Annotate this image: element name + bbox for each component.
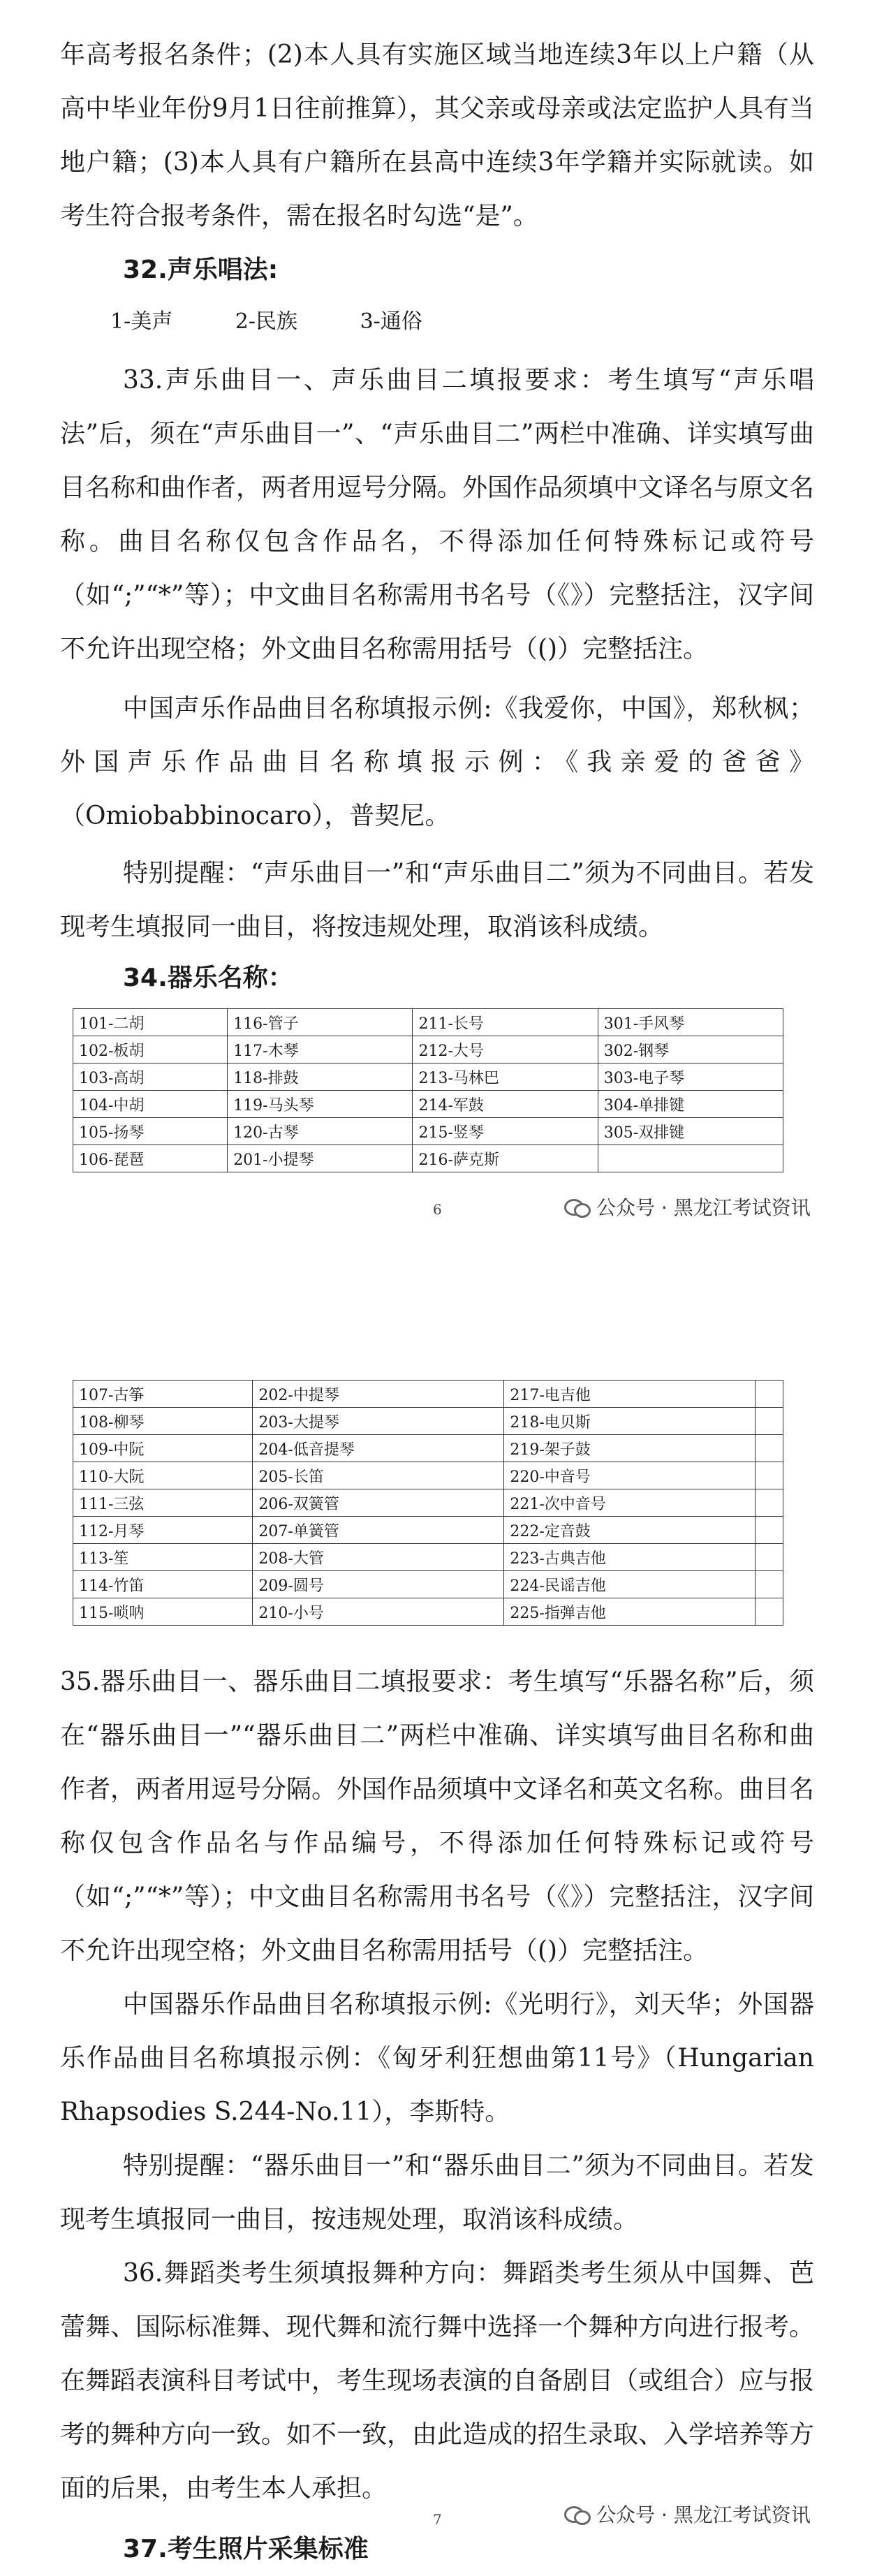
table-row xyxy=(73,1598,783,1626)
watermark-text: 公众号 · 黑龙江考试资讯 xyxy=(596,1196,811,1219)
table-row xyxy=(73,1145,783,1172)
table-row xyxy=(73,1381,783,1408)
paragraph-instrument-example: 中国器乐作品曲目名称填报示例:《光明行》，刘天华；外国器乐作品曲目名称填报示例：《匈牙利狂想曲第11号》（Hungarian Rhapsodies S.244-No.11），李斯特。 xyxy=(60,1990,814,2126)
table-cell xyxy=(756,1544,783,1571)
table-row xyxy=(73,1462,783,1489)
document-page-7 xyxy=(0,1243,877,2563)
table-cell: 212-大号 xyxy=(413,1036,598,1063)
table-cell: 117-木琴 xyxy=(228,1036,413,1063)
table-cell xyxy=(756,1571,783,1598)
table-cell xyxy=(756,1517,783,1544)
table-cell: 107-古筝 xyxy=(73,1381,253,1408)
table-cell: 101-二胡 xyxy=(73,1009,228,1036)
paragraph-vocal-repertoire-rules: 33.声乐曲目一、声乐曲目二填报要求：考生填写“声乐唱法”后，须在“声乐曲目一”、“声乐曲目二”两栏中准确、详实填写曲目名称和曲作者，两者用逗号分隔。外国作品须填中文译名与原文名称。曲目名称仅包含作品名，不得添加任何特殊标记或符号（如“;”“*”等）；中文曲目名称需用书名号（《》）完整括注，汉字间不允许出现空格；外文曲目名称需用括号（()）完整括注。 xyxy=(60,366,815,663)
table-row xyxy=(73,1544,783,1571)
table-row xyxy=(73,1517,783,1544)
table-cell: 220-中音号 xyxy=(504,1462,756,1489)
instrument-table xyxy=(73,1008,783,1172)
page-number: 7 xyxy=(433,2511,442,2528)
table-row xyxy=(73,1118,783,1145)
table-cell: 222-定音鼓 xyxy=(504,1517,756,1544)
table-cell: 208-大管 xyxy=(253,1544,504,1571)
table-cell: 204-低音提琴 xyxy=(253,1435,504,1462)
table-row xyxy=(73,1091,783,1118)
table-row xyxy=(73,1408,783,1435)
paragraph-registration-conditions: 年高考报名条件；(2)本人具有实施区域当地连续3年以上户籍（从高中毕业年份9月1日往前推算），其父亲或母亲或法定监护人具有当地户籍；(3)本人具有户籍所在县高中连续3年学籍并实际就读。如考生符合报考条件，需在报名时勾选“是”。 xyxy=(60,41,814,230)
table-cell xyxy=(756,1435,783,1462)
table-cell: 120-古琴 xyxy=(228,1118,413,1145)
table-cell: 223-古典吉他 xyxy=(504,1544,756,1571)
table-cell: 203-大提琴 xyxy=(253,1408,504,1435)
table-cell: 305-双排键 xyxy=(598,1118,783,1145)
table-row xyxy=(73,1435,783,1462)
table-cell: 201-小提琴 xyxy=(228,1145,413,1172)
heading-vocal-methods: 32.声乐唱法: xyxy=(123,256,279,284)
table-cell: 113-笙 xyxy=(73,1544,253,1571)
table-cell: 118-排鼓 xyxy=(228,1063,413,1091)
table-cell xyxy=(756,1381,783,1408)
table-row xyxy=(73,1063,783,1091)
table-cell: 211-长号 xyxy=(413,1009,598,1036)
heading-photo-standard: 37.考生照片采集标准 xyxy=(123,2535,369,2563)
table-row xyxy=(73,1009,783,1036)
table-cell: 221-次中音号 xyxy=(504,1489,756,1517)
document-page-6 xyxy=(0,0,877,1243)
watermark-text: 公众号 · 黑龙江考试资讯 xyxy=(596,2503,811,2526)
vocal-method-item: 3-通俗 xyxy=(360,309,422,334)
paragraph-vocal-example: 中国声乐作品曲目名称填报示例:《我爱你，中国》，郑秋枫；外国声乐作品曲目名称填报示例：《我亲爱的爸爸》（Omiobabbinocaro），普契尼。 xyxy=(60,694,814,830)
table-cell: 304-单排键 xyxy=(598,1091,783,1118)
table-cell: 109-中阮 xyxy=(73,1435,253,1462)
wechat-icon xyxy=(564,2503,589,2524)
watermark xyxy=(564,2500,811,2528)
table-cell: 116-管子 xyxy=(228,1009,413,1036)
table-row xyxy=(73,1489,783,1517)
table-cell: 102-板胡 xyxy=(73,1036,228,1063)
watermark xyxy=(564,1193,811,1221)
table-cell: 224-民谣吉他 xyxy=(504,1571,756,1598)
table-cell: 218-电贝斯 xyxy=(504,1408,756,1435)
vocal-method-item: 2-民族 xyxy=(235,309,298,334)
table-cell: 302-钢琴 xyxy=(598,1036,783,1063)
table-cell: 108-柳琴 xyxy=(73,1408,253,1435)
table-cell: 105-扬琴 xyxy=(73,1118,228,1145)
instrument-table-continued xyxy=(73,1380,783,1626)
table-cell: 217-电吉他 xyxy=(504,1381,756,1408)
table-cell: 207-单簧管 xyxy=(253,1517,504,1544)
table-cell: 213-马林巴 xyxy=(413,1063,598,1091)
table-row xyxy=(73,1036,783,1063)
table-cell: 205-长笛 xyxy=(253,1462,504,1489)
table-cell xyxy=(756,1598,783,1626)
table-cell: 301-手风琴 xyxy=(598,1009,783,1036)
table-cell: 209-圆号 xyxy=(253,1571,504,1598)
table-cell: 111-三弦 xyxy=(73,1489,253,1517)
vocal-method-list xyxy=(110,304,478,339)
table-cell: 114-竹笛 xyxy=(73,1571,253,1598)
table-row xyxy=(73,1571,783,1598)
paragraph-instrument-repertoire-rules: 35.器乐曲目一、器乐曲目二填报要求：考生填写“乐器名称”后，须在“器乐曲目一”“器乐曲目二”两栏中准确、详实填写曲目名称和曲作者，两者用逗号分隔。外国作品须填中文译名和英文名称。曲目名称仅包含作品名与作品编号，不得添加任何特殊标记或符号（如“;”“*”等）；中文曲目名称需用书名号（《》）完整括注，汉字间不允许出现空格；外文曲目名称需用括号（()）完整括注。 xyxy=(60,1668,815,1965)
table-cell: 215-竖琴 xyxy=(413,1118,598,1145)
table-cell: 210-小号 xyxy=(253,1598,504,1626)
paragraph-instrument-notice: 特别提醒：“器乐曲目一”和“器乐曲目二”须为不同曲目。若发现考生填报同一曲目，按违规处理，取消该科成绩。 xyxy=(60,2151,814,2234)
table-cell xyxy=(756,1489,783,1517)
table-cell: 106-琵琶 xyxy=(73,1145,228,1172)
wechat-icon xyxy=(564,1196,589,1217)
table-cell: 219-架子鼓 xyxy=(504,1435,756,1462)
table-cell: 303-电子琴 xyxy=(598,1063,783,1091)
table-cell: 216-萨克斯 xyxy=(413,1145,598,1172)
paragraph-vocal-notice: 特别提醒：“声乐曲目一”和“声乐曲目二”须为不同曲目。若发现考生填报同一曲目，将按违规处理，取消该科成绩。 xyxy=(60,859,814,941)
table-cell: 115-唢呐 xyxy=(73,1598,253,1626)
table-cell xyxy=(756,1462,783,1489)
table-cell: 104-中胡 xyxy=(73,1091,228,1118)
table-cell: 214-军鼓 xyxy=(413,1091,598,1118)
table-cell: 225-指弹吉他 xyxy=(504,1598,756,1626)
table-cell: 206-双簧管 xyxy=(253,1489,504,1517)
table-cell: 112-月琴 xyxy=(73,1517,253,1544)
table-cell xyxy=(598,1145,783,1172)
heading-instrument-names: 34.器乐名称： xyxy=(123,964,293,992)
table-cell: 119-马头琴 xyxy=(228,1091,413,1118)
table-cell xyxy=(756,1408,783,1435)
paragraph-dance-direction: 36.舞蹈类考生须填报舞种方向：舞蹈类考生须从中国舞、芭蕾舞、国际标准舞、现代舞和流行舞中选择一个舞种方向进行报考。在舞蹈表演科目考试中，考生现场表演的自备剧目（或组合）应与报考的舞种方向一致。如不一致，由此造成的招生录取、入学培养等方面的后果，由考生本人承担。 xyxy=(60,2259,815,2503)
vocal-method-item: 1-美声 xyxy=(110,309,173,334)
page-number: 6 xyxy=(433,1201,442,1218)
table-cell: 103-高胡 xyxy=(73,1063,228,1091)
table-cell: 202-中提琴 xyxy=(253,1381,504,1408)
table-cell: 110-大阮 xyxy=(73,1462,253,1489)
